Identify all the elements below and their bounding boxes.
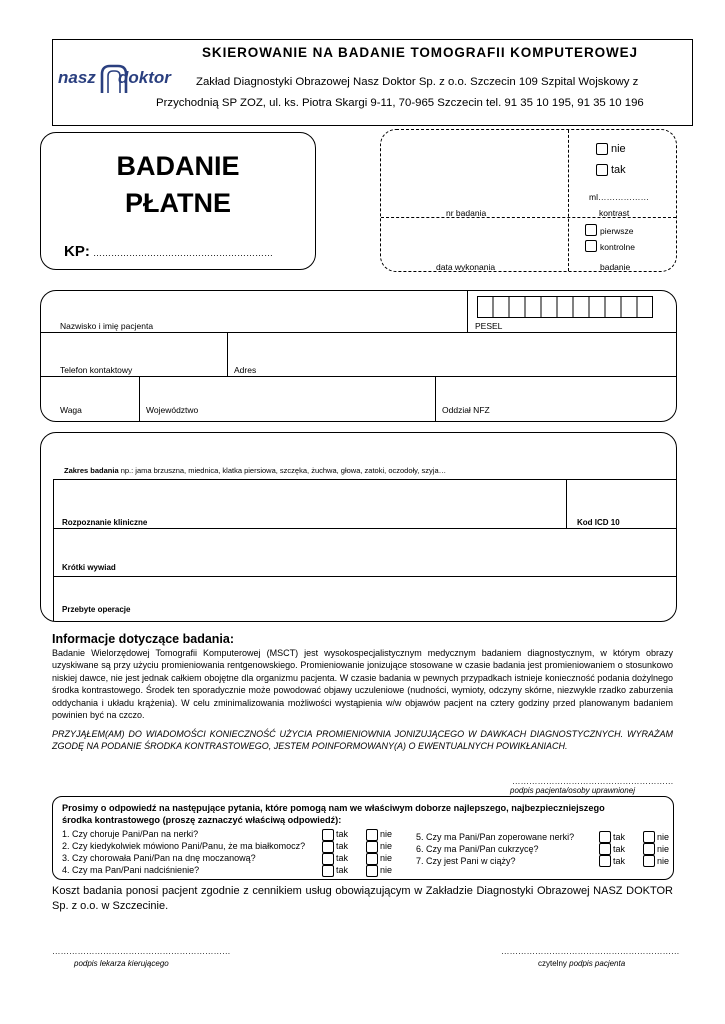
weight-label: Waga <box>60 405 82 415</box>
question-1-yes-checkbox[interactable] <box>322 829 334 841</box>
question-6-yes-checkbox[interactable] <box>599 843 611 855</box>
question-4-yes-label: tak <box>336 865 349 875</box>
patient-final-signature-label <box>538 959 625 968</box>
exam-scope-box <box>40 432 677 622</box>
question-6-no-label: nie <box>657 844 670 854</box>
contrast-ml-field[interactable]: ml……………… <box>589 192 649 202</box>
contrast-yes-checkbox[interactable] <box>596 164 608 176</box>
doctor-signature-line[interactable]: ……………………………………………………… <box>52 946 231 956</box>
company-logo <box>58 62 171 96</box>
address-label: Adres <box>234 365 257 375</box>
surgeries-label: Przebyte operacje <box>62 605 131 614</box>
cost-notice: Koszt badania ponosi pacjent zgodnie z cennikiem usług obowiązującym w Zakładzie Diagnostyki Obrazowej NASZ DOKTOR Sp. z o.o. w Szczecinie. <box>52 885 673 912</box>
patient-signature-label: podpis pacjenta/osoby uprawnionej <box>510 786 635 795</box>
exam-type-label: badanie <box>600 262 631 272</box>
question-5-yes-label: tak <box>613 832 626 842</box>
question-4-no-checkbox[interactable] <box>366 865 378 877</box>
question-6-no-checkbox[interactable] <box>643 843 655 855</box>
question-5-yes-checkbox[interactable] <box>599 831 611 843</box>
readable-prefix: czytelny <box>538 959 570 968</box>
exam-scope-title: Zakres badania <box>64 466 119 475</box>
first-exam-checkbox[interactable] <box>585 224 597 236</box>
doctor-signature-label: podpis lekarza kierującego <box>74 959 169 968</box>
diagnosis-label: Rozpoznanie kliniczne <box>62 518 148 527</box>
patient-signature-caption: podpis pacjenta <box>569 959 626 968</box>
question-5-no-label: nie <box>657 832 670 842</box>
icd10-label: Kod ICD 10 <box>577 518 620 527</box>
logo-text-right: doktor <box>118 68 171 87</box>
question-7-yes-checkbox[interactable] <box>599 855 611 867</box>
question-1-no-label: nie <box>380 829 393 839</box>
patient-final-signature-line[interactable]: ……………………………………………………… <box>501 946 680 956</box>
patient-signature-line[interactable]: ………………………………………………… <box>512 776 674 786</box>
history-label: Krótki wywiad <box>62 563 116 572</box>
form-title: SKIEROWANIE NA BADANIE TOMOGRAFII KOMPUTEROWEJ <box>202 45 638 60</box>
followup-exam-label: kontrolne <box>600 242 635 252</box>
patient-name-label: Nazwisko i imię pacjenta <box>60 321 154 331</box>
questions-intro: Prosimy o odpowiedź na następujące pytania, które pomogą nam we właściwym doborze najlepszego, najbezpieczniejszego środka kontrastowego (proszę zaznaczyć właściwą odpowiedź): <box>62 803 605 826</box>
contrast-no-checkbox[interactable] <box>596 143 608 155</box>
followup-exam-checkbox[interactable] <box>585 240 597 252</box>
question-2-yes-checkbox[interactable] <box>322 841 334 853</box>
question-2-yes-label: tak <box>336 841 349 851</box>
question-6: 6. Czy ma Pani/Pan cukrzycę? <box>416 844 539 854</box>
contrast-label: kontrast <box>599 208 630 218</box>
contrast-no-label: nie <box>611 143 626 155</box>
header-address-line2: Przychodnią SP ZOZ, ul. ks. Piotra Skargi 9-11, 70-965 Szczecin tel. 91 35 10 195, 91 35 10 196 <box>156 97 644 109</box>
question-4-no-label: nie <box>380 865 393 875</box>
question-7: 7. Czy jest Pani w ciąży? <box>416 856 516 866</box>
info-body: Badanie Wielorzędowej Tomografii Komputerowej (MSCT) jest wysokospecjalistycznym medycznym badaniem diagnostycznym, w którym obrazy uzyskiwane są przy użyciu promieniowania rentgenowskiego. Promieniowanie jonizujące stosowane w czasie badania jest promieniowaniem o stosunkowo niskiej dawce, nie jest jednak całkiem obojętne dla organizmu pacjenta. W czasie badania w pewnych przypadkach istnieje konieczność podania dożylnego środka kontrastowego. Środek ten sporadycznie może powodować objawy uczuleniowe (nudności, wymioty, odczyny skórne, niezwykle rzadko zaburzenia oddychania i układu krążenia). W celu zminimalizowania możliwości wystąpienia w/w objawów pacjent na cztery godziny przed planowanym badaniem powinien być na czczo. <box>52 648 673 721</box>
exam-scope-label <box>64 466 446 475</box>
exam-number-label: nr badania <box>446 208 487 218</box>
question-5-no-checkbox[interactable] <box>643 831 655 843</box>
first-exam-label: pierwsze <box>600 226 634 236</box>
kp-label: KP: <box>64 243 90 260</box>
exam-date-label: data wykonania <box>436 262 496 272</box>
question-2: 2. Czy kiedykolwiek mówiono Pani/Panu, że ma białkomocz? <box>62 841 306 851</box>
question-4-yes-checkbox[interactable] <box>322 865 334 877</box>
question-7-yes-label: tak <box>613 856 626 866</box>
question-1-yes-label: tak <box>336 829 349 839</box>
question-6-yes-label: tak <box>613 844 626 854</box>
question-4: 4. Czy ma Pan/Pani nadciśnienie? <box>62 865 200 875</box>
question-7-no-label: nie <box>657 856 670 866</box>
logo-text-left: nasz <box>58 68 96 87</box>
pesel-label: PESEL <box>475 321 503 331</box>
exam-scope-hint: np.: jama brzuszna, miednica, klatka piersiowa, szczęka, żuchwa, głowa, zatoki, oczodoły, szyja… <box>118 466 447 475</box>
contrast-yes-label: tak <box>611 164 626 176</box>
consent-text: PRZYJĄŁEM(AM) DO WIADOMOŚCI KONIECZNOŚĆ UŻYCIA PROMIENIOWNIA JONIZUJĄCEGO W DAWKACH DIAGNOSTYCZNYCH. WYRAŻAM ZGODĘ NA PODANIE ŚRODKA KONTRASTOWEGO, JESTEM POINFORMOWANY(A) O EWENTUALNYCH POWIKŁANIACH. <box>52 729 673 752</box>
paid-exam-title-line1: BADANIE <box>116 151 240 181</box>
question-7-no-checkbox[interactable] <box>643 855 655 867</box>
question-2-no-checkbox[interactable] <box>366 841 378 853</box>
question-3-yes-label: tak <box>336 853 349 863</box>
header-address-line1: Zakład Diagnostyki Obrazowej Nasz Doktor Sp. z o.o. Szczecin 109 Szpital Wojskowy z <box>196 76 639 88</box>
nfz-branch-label: Oddział NFZ <box>442 405 490 415</box>
province-label: Województwo <box>146 405 199 415</box>
question-2-no-label: nie <box>380 841 393 851</box>
phone-label: Telefon kontaktowy <box>60 365 133 375</box>
pesel-boxes[interactable] <box>477 296 653 318</box>
paid-exam-title-line2: PŁATNE <box>125 188 231 218</box>
question-3: 3. Czy chorowała Pani/Pan na dnę moczanową? <box>62 853 256 863</box>
question-3-no-checkbox[interactable] <box>366 853 378 865</box>
question-3-yes-checkbox[interactable] <box>322 853 334 865</box>
info-heading: Informacje dotyczące badania: <box>52 632 235 646</box>
question-5: 5. Czy ma Pani/Pan zoperowane nerki? <box>416 832 575 842</box>
kp-field[interactable]: …………………………………………………… <box>93 248 273 258</box>
question-3-no-label: nie <box>380 853 393 863</box>
question-1: 1. Czy choruje Pani/Pan na nerki? <box>62 829 199 839</box>
question-1-no-checkbox[interactable] <box>366 829 378 841</box>
